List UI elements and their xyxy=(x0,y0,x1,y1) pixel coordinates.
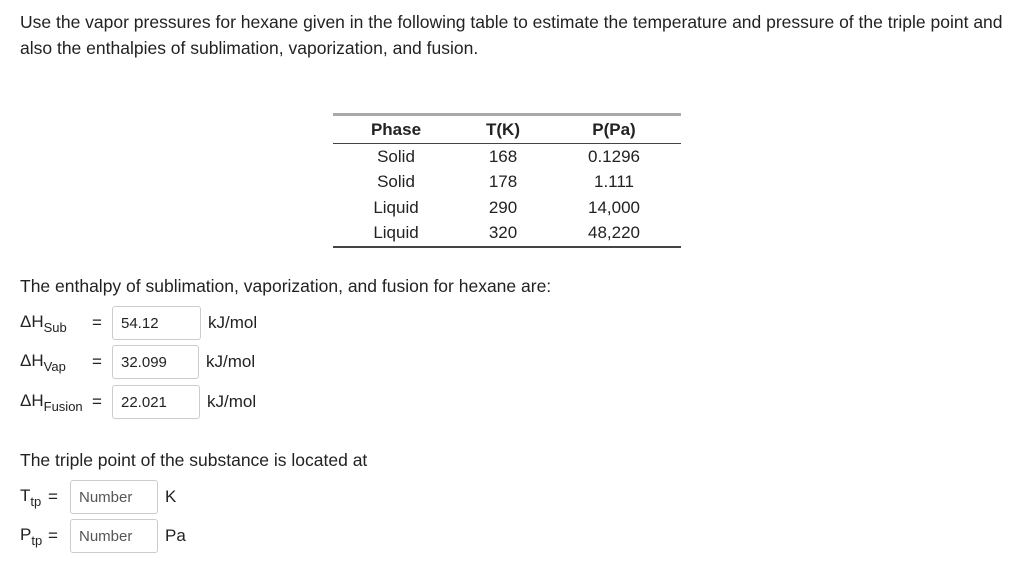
header-phase: Phase xyxy=(333,115,459,144)
equals-sign: = xyxy=(48,526,58,545)
triple-point-pressure-unit: Pa xyxy=(165,526,186,545)
enthalpy-fusion-input[interactable] xyxy=(112,385,200,419)
enthalpy-sublimation-row xyxy=(20,306,257,340)
triple-point-temperature-symbol: $T_{tp}$ xyxy=(20,485,42,509)
enthalpy-fusion-symbol: $\Delta H_{Fusion}$ xyxy=(20,390,83,414)
equals-sign: = xyxy=(92,352,102,371)
equals-sign: = xyxy=(92,392,102,411)
triple-point-pressure-symbol: $P_{tp}$ xyxy=(20,524,43,548)
table-header-row xyxy=(333,115,681,144)
enthalpy-vaporization-input[interactable] xyxy=(112,345,199,379)
table-row xyxy=(333,195,681,221)
triple-point-prompt: The triple point of the substance is located at xyxy=(20,450,368,470)
table-row xyxy=(333,144,681,170)
enthalpy-fusion-row xyxy=(20,385,256,419)
triple-point-pressure-input[interactable] xyxy=(70,519,158,553)
equals-sign: = xyxy=(48,487,58,506)
triple-point-temperature-row xyxy=(20,480,176,514)
temperature-cell: 290 xyxy=(488,197,518,217)
enthalpy-sublimation-unit: kJ/mol xyxy=(208,313,258,332)
phase-cell: Liquid xyxy=(373,197,419,217)
enthalpy-fusion-unit: kJ/mol xyxy=(207,392,257,411)
triple-point-temperature-unit: K xyxy=(165,487,177,506)
enthalpy-vaporization-unit: kJ/mol xyxy=(206,352,256,371)
enthalpy-sublimation-symbol: $\Delta H_{Sub}$ xyxy=(20,311,67,335)
phase-cell: Solid xyxy=(377,146,415,166)
enthalpy-sublimation-input[interactable] xyxy=(112,306,201,340)
header-pressure: P(Pa) xyxy=(547,115,681,144)
enthalpy-vaporization-symbol: $\Delta H_{Vap}$ xyxy=(20,350,66,374)
temperature-cell: 168 xyxy=(488,146,518,166)
vapor-pressure-table xyxy=(333,113,681,248)
temperature-cell: 178 xyxy=(488,172,518,192)
pressure-cell: 0.1296 xyxy=(588,146,640,166)
pressure-cell: 14,000 xyxy=(588,197,640,217)
question-text: Use the vapor pressures for hexane given in the following table to estimate the temperature and pressure of the triple point and also the enthalpies of sublimation, vaporization, and fusion. xyxy=(20,12,1003,58)
triple-point-temperature-input[interactable] xyxy=(70,480,158,514)
equals-sign: = xyxy=(92,313,102,332)
table-row xyxy=(333,170,681,196)
pressure-cell: 1.111 xyxy=(593,172,635,192)
temperature-cell: 320 xyxy=(488,223,518,243)
table-row xyxy=(333,221,681,248)
pressure-cell: 48,220 xyxy=(588,223,640,243)
header-temperature: T(K) xyxy=(459,115,547,144)
phase-cell: Liquid xyxy=(373,223,419,243)
phase-cell: Solid xyxy=(377,172,415,192)
enthalpy-prompt: The enthalpy of sublimation, vaporization, and fusion for hexane are: xyxy=(20,276,552,296)
triple-point-pressure-row xyxy=(20,519,186,553)
enthalpy-vaporization-row xyxy=(20,345,255,379)
